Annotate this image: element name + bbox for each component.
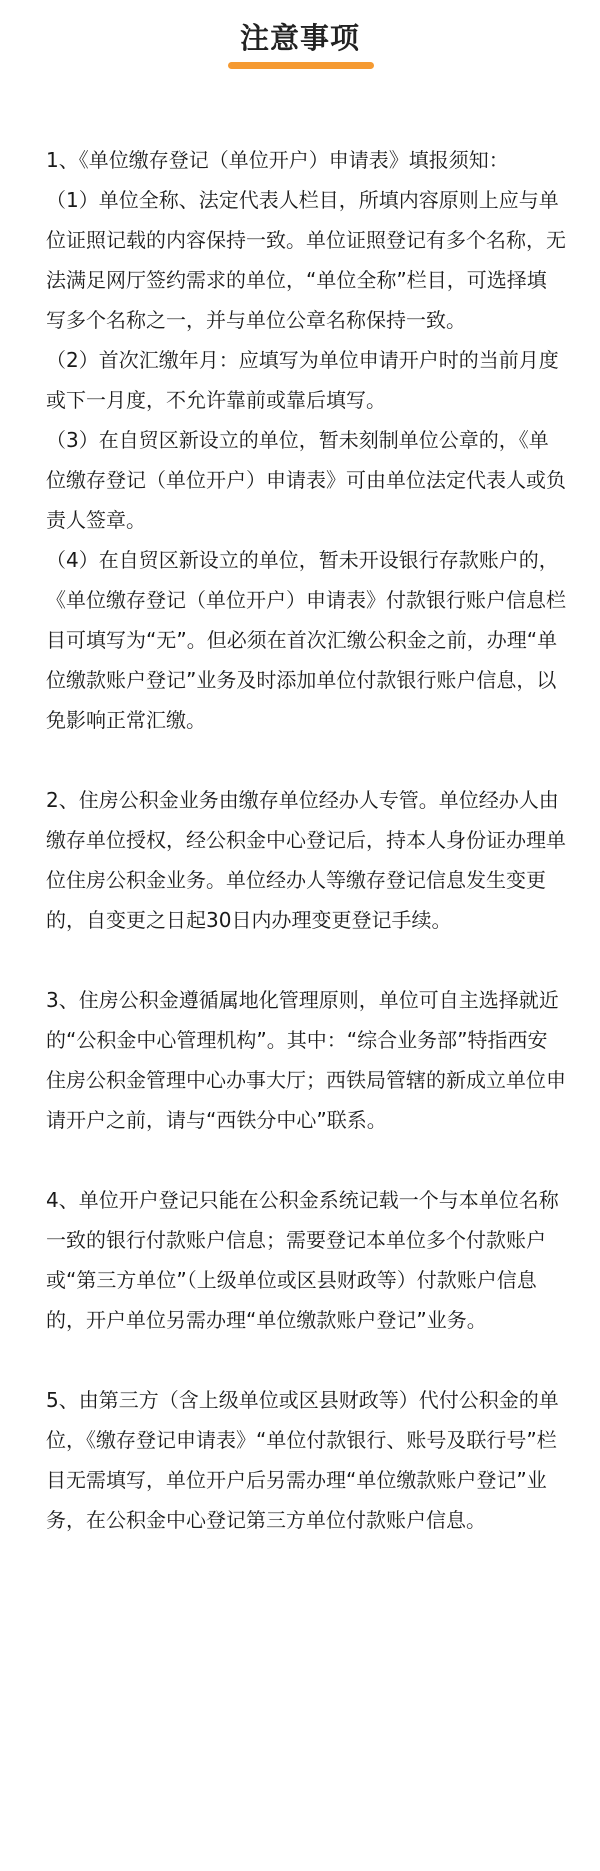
notice-item-1-sub-3: （3）在自贸区新设立的单位，暂未刻制单位公章的，《单位缴存登记（单位开户）申请表》可由单位法定代表人或负责人签章。 bbox=[46, 428, 566, 532]
title-underline-decoration bbox=[228, 62, 374, 69]
page-title: 注意事项 bbox=[239, 21, 360, 55]
notice-item-1-sub-1: （1）单位全称、法定代表人栏目，所填内容原则上应与单位证照记载的内容保持一致。单位证照登记有多个名称，无法满足网厅签约需求的单位，“单位全称”栏目，可选择填写多个名称之一，并与单位公章名称保持一致。 bbox=[46, 188, 566, 332]
notice-item-3: 3、住房公积金遵循属地化管理原则，单位可自主选择就近的“公积金中心管理机构”。其中：“综合业务部”特指西安住房公积金管理中心办事大厅；西铁局管辖的新成立单位申请开户之前，请与“西铁分中心”联系。 bbox=[46, 988, 566, 1132]
paragraph-gap bbox=[46, 740, 566, 780]
notice-item-5: 5、由第三方（含上级单位或区县财政等）代付公积金的单位，《缴存登记申请表》“单位付款银行、账号及联行号”栏目无需填写，单位开户后另需办理“单位缴款账户登记”业务，在公积金中心登记第三方单位付款账户信息。 bbox=[46, 1388, 559, 1532]
notice-item-1-sub-2: （2）首次汇缴年月：应填写为单位申请开户时的当前月度或下一月度，不允许靠前或靠后填写。 bbox=[46, 348, 559, 412]
notice-item-4: 4、单位开户登记只能在公积金系统记载一个与本单位名称一致的银行付款账户信息；需要登记本单位多个付款账户或“第三方单位”（上级单位或区县财政等）付款账户信息的，开户单位另需办理“单位缴款账户登记”业务。 bbox=[46, 1188, 559, 1332]
page-header bbox=[0, 18, 600, 78]
paragraph-gap bbox=[46, 1340, 566, 1380]
notice-item-1: 1、《单位缴存登记（单位开户）申请表》填报须知： bbox=[46, 148, 509, 172]
paragraph-gap bbox=[46, 1140, 566, 1180]
notice-item-1-sub-4: （4）在自贸区新设立的单位，暂未开设银行存款账户的，《单位缴存登记（单位开户）申请表》付款银行账户信息栏目可填写为“无”。但必须在首次汇缴公积金之前，办理“单位缴款账户登记”业务及时添加单位付款银行账户信息，以免影响正常汇缴。 bbox=[46, 548, 566, 732]
paragraph-gap bbox=[46, 940, 566, 980]
notice-content bbox=[46, 140, 566, 1540]
notice-item-2: 2、住房公积金业务由缴存单位经办人专管。单位经办人由缴存单位授权，经公积金中心登记后，持本人身份证办理单位住房公积金业务。单位经办人等缴存登记信息发生变更的，自变更之日起30日内办理变更登记手续。 bbox=[46, 788, 566, 932]
